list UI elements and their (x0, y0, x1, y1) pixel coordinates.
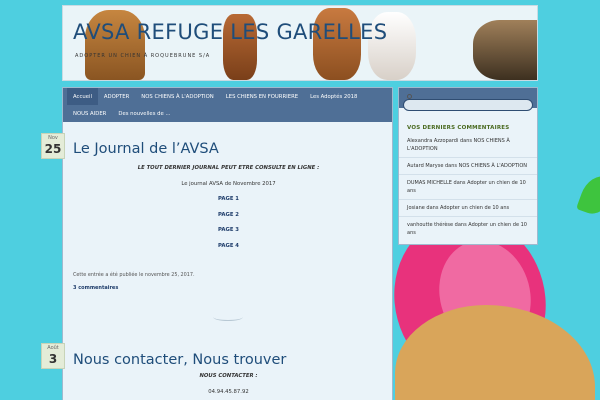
post-body (63, 164, 394, 257)
nav-item-nouvelles[interactable]: Des nouvelles de ... (118, 110, 171, 117)
post-body (63, 372, 394, 400)
page-link[interactable]: PAGE 3 (218, 227, 239, 233)
date-day: 3 (48, 352, 58, 366)
widget-title: VOS DERNIERS COMMENTAIRES (407, 125, 510, 131)
search-input[interactable] (403, 99, 533, 111)
post-text: Le journal AVSA de Novembre 2017 (181, 180, 276, 187)
background-green-leaf (576, 171, 600, 219)
post-title[interactable]: Le Journal de l’AVSA (73, 141, 219, 157)
nav-item-adopter[interactable]: ADOPTER (103, 93, 130, 100)
post-text: 04.94.45.87.92 (208, 388, 249, 395)
page-link[interactable]: PAGE 4 (218, 242, 239, 249)
nav-item-nos-chiens[interactable]: NOS CHIENS À L'ADOPTION (141, 93, 214, 100)
recent-comment[interactable]: vanhoutte thérèse dans Adopter un chien de 10 ans (407, 222, 527, 236)
nav-item-fourriere[interactable]: LES CHIENS EN FOURRIERE (225, 93, 299, 100)
date-month: Nov (48, 135, 58, 141)
date-month: Août (47, 345, 59, 351)
site-tagline: ADOPTER UN CHIEN À ROQUEBRUNE S/A (75, 53, 211, 59)
main-navigation (63, 88, 392, 122)
nav-item-nous-aider[interactable]: NOUS AIDER (73, 110, 107, 117)
sidebar (398, 87, 538, 245)
post-meta: Cette entrée a été publiée le novembre 25, 2017. (73, 272, 195, 278)
site-header (62, 5, 538, 81)
header-dog-photo (313, 8, 361, 80)
nav-item-adoptes-2018[interactable]: Les Adoptés 2018 (310, 93, 358, 100)
page-link[interactable]: PAGE 1 (218, 196, 239, 202)
recent-comment[interactable]: Autard Maryse dans NOS CHIENS À L'ADOPTION (399, 162, 537, 175)
header-dog-photo (473, 20, 538, 80)
date-day: 25 (44, 142, 62, 156)
page-link[interactable]: PAGE 2 (218, 211, 239, 218)
nav-item-accueil[interactable]: Accueil (67, 88, 98, 105)
post-text: LE TOUT DERNIER JOURNAL PEUT ETRE CONSULTE EN LIGNE : (137, 165, 320, 171)
post-title[interactable]: Nous contacter, Nous trouver (73, 352, 287, 368)
post-text: NOUS CONTACTER : (199, 373, 258, 379)
comments-link[interactable]: 3 commentaires (73, 285, 119, 291)
search-wrapper (403, 91, 533, 111)
main-content (62, 87, 393, 400)
recent-comment[interactable]: Josiane dans Adopter un chien de 10 ans (399, 204, 537, 217)
post-date-badge (41, 343, 65, 369)
recent-comment[interactable]: DUMAS MICHELLE dans Adopter un chien de 10 ans (399, 179, 537, 200)
search-icon (407, 94, 412, 99)
site-title[interactable]: AVSA REFUGE LES GARELLES (73, 20, 388, 44)
search-bar (399, 88, 537, 108)
recent-comment[interactable]: Alexandra Azzopardi dans NOS CHIENS À L'ADOPTION (399, 137, 537, 158)
post-separator (213, 313, 243, 321)
post-date-badge (41, 133, 65, 159)
